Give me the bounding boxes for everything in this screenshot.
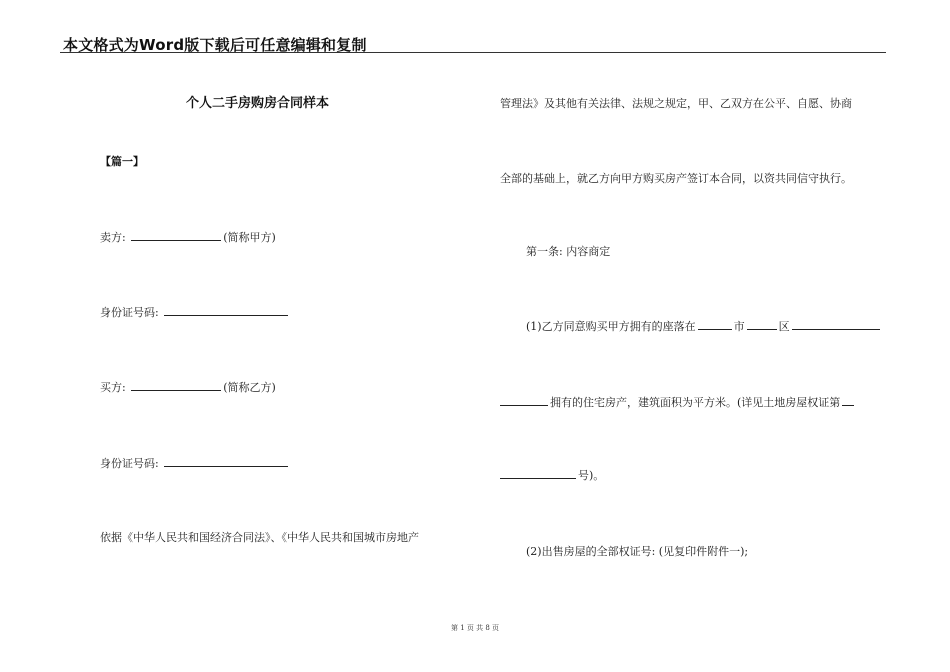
seller-suffix: (简称甲方) (223, 231, 276, 244)
seller-id-line (100, 304, 290, 320)
clause-1-district: 区 (778, 320, 790, 333)
article-1-heading: 第一条: 内容商定 (526, 245, 611, 258)
clause-1-line3-end: 号)。 (578, 469, 605, 482)
address-blank (500, 394, 548, 406)
continuation-line-1: 管理法》及其他有关法律、法规之规定，甲、乙双方在公平、自愿、协商 (500, 97, 852, 110)
document-header-title: 本文格式为Word版下载后可任意编辑和复制 (63, 36, 367, 54)
clause-1-city: 市 (733, 320, 745, 333)
district-blank (792, 318, 880, 330)
buyer-label: 买方: (100, 381, 126, 394)
section-label: 【篇一】 (100, 155, 144, 168)
clause-1-line-3 (500, 467, 604, 483)
clause-1-prefix: (1)乙方同意购买甲方拥有的座落在 (526, 320, 696, 333)
buyer-line (100, 379, 276, 395)
seller-id-label: 身份证号码: (100, 306, 159, 319)
legal-basis-text: 依据《中华人民共和国经济合同法》、《中华人民共和国城市房地产 (100, 531, 419, 544)
clause-1-line2-text: 拥有的住宅房产，建筑面积为平方米。(详见土地房屋权证第 (550, 396, 841, 409)
buyer-id-blank (164, 455, 288, 467)
city-blank (747, 318, 777, 330)
certificate-number-blank (500, 467, 576, 479)
buyer-id-line (100, 455, 290, 471)
buyer-suffix: (简称乙方) (223, 381, 276, 394)
clause-2: (2)出售房屋的全部权证号: (见复印件附件一); (526, 545, 749, 558)
seller-label: 卖方: (100, 231, 126, 244)
certificate-prefix-blank (842, 394, 854, 406)
buyer-id-label: 身份证号码: (100, 457, 159, 470)
clause-1-line-1 (526, 318, 882, 334)
seller-name-blank (131, 229, 221, 241)
location-blank (698, 318, 732, 330)
contract-title: 个人二手房购房合同样本 (186, 96, 330, 111)
buyer-name-blank (131, 379, 221, 391)
clause-1-line-2 (500, 394, 856, 410)
seller-id-blank (164, 304, 288, 316)
header-divider (60, 52, 886, 53)
page-footer: 第 1 页 共 8 页 (450, 624, 500, 632)
seller-line (100, 229, 276, 245)
continuation-line-2: 全部的基础上，就乙方向甲方购买房产签订本合同，以资共同信守执行。 (500, 172, 852, 185)
